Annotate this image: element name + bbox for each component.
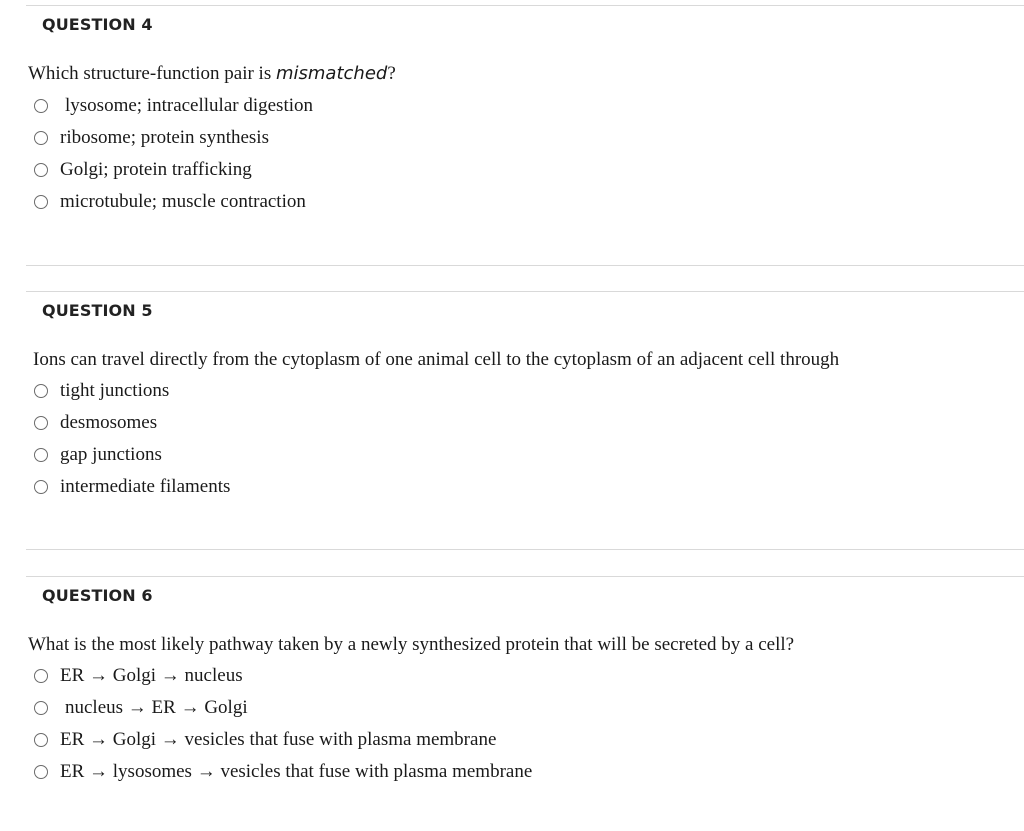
radio-button[interactable]	[34, 384, 48, 398]
answer-option[interactable]	[34, 728, 496, 752]
answer-option[interactable]	[34, 379, 169, 403]
answer-option-label: ER → lysosomes → vesicles that fuse with plasma membrane	[60, 761, 533, 782]
answer-option-label: ribosome; protein synthesis	[60, 127, 269, 148]
radio-button[interactable]	[34, 416, 48, 430]
answer-option[interactable]	[34, 411, 157, 435]
answer-option[interactable]	[34, 158, 252, 182]
answer-option-label: microtubule; muscle contraction	[60, 191, 306, 212]
answer-option-label: Golgi; protein trafficking	[60, 159, 252, 180]
answer-option-label: ER → Golgi → nucleus	[60, 665, 243, 686]
answer-option[interactable]	[34, 696, 248, 720]
answer-option[interactable]	[34, 94, 313, 118]
radio-button[interactable]	[34, 195, 48, 209]
answer-option-label: gap junctions	[60, 444, 162, 465]
divider	[26, 291, 1024, 292]
radio-button[interactable]	[34, 99, 48, 113]
question-header: QUESTION 6	[42, 586, 153, 605]
answer-option[interactable]	[34, 664, 243, 688]
question-prompt: Ions can travel directly from the cytoplasm of one animal cell to the cytoplasm of an adjacent cell through	[33, 349, 840, 370]
divider	[26, 5, 1024, 6]
radio-button[interactable]	[34, 448, 48, 462]
question-prompt-end: ?	[387, 63, 396, 84]
radio-button[interactable]	[34, 163, 48, 177]
divider	[26, 265, 1024, 266]
answer-option-label: tight junctions	[60, 380, 170, 401]
radio-button[interactable]	[34, 480, 48, 494]
question-header: QUESTION 4	[42, 15, 153, 34]
answer-option-label: ER → Golgi → vesicles that fuse with plasma membrane	[60, 729, 497, 750]
question-header: QUESTION 5	[42, 301, 153, 320]
question-prompt-emphasis: mismatched	[275, 63, 388, 84]
question-prompt: What is the most likely pathway taken by a newly synthesized protein that will be secreted by a cell?	[28, 634, 795, 655]
question-prompt	[28, 63, 396, 85]
answer-option-label: nucleus → ER → Golgi	[65, 697, 248, 718]
radio-button[interactable]	[34, 131, 48, 145]
radio-button[interactable]	[34, 669, 48, 683]
answer-option[interactable]	[34, 126, 269, 150]
answer-option-label: lysosome; intracellular digestion	[65, 95, 314, 116]
question-prompt-text: Which structure-function pair is	[28, 63, 276, 84]
radio-button[interactable]	[34, 701, 48, 715]
radio-button[interactable]	[34, 765, 48, 779]
radio-button[interactable]	[34, 733, 48, 747]
answer-option[interactable]	[34, 190, 306, 214]
answer-option[interactable]	[34, 760, 532, 784]
answer-option[interactable]	[34, 443, 162, 467]
divider	[26, 576, 1024, 577]
divider	[26, 549, 1024, 550]
answer-option[interactable]	[34, 475, 230, 499]
answer-option-label: intermediate filaments	[60, 476, 231, 497]
answer-option-label: desmosomes	[60, 412, 158, 433]
